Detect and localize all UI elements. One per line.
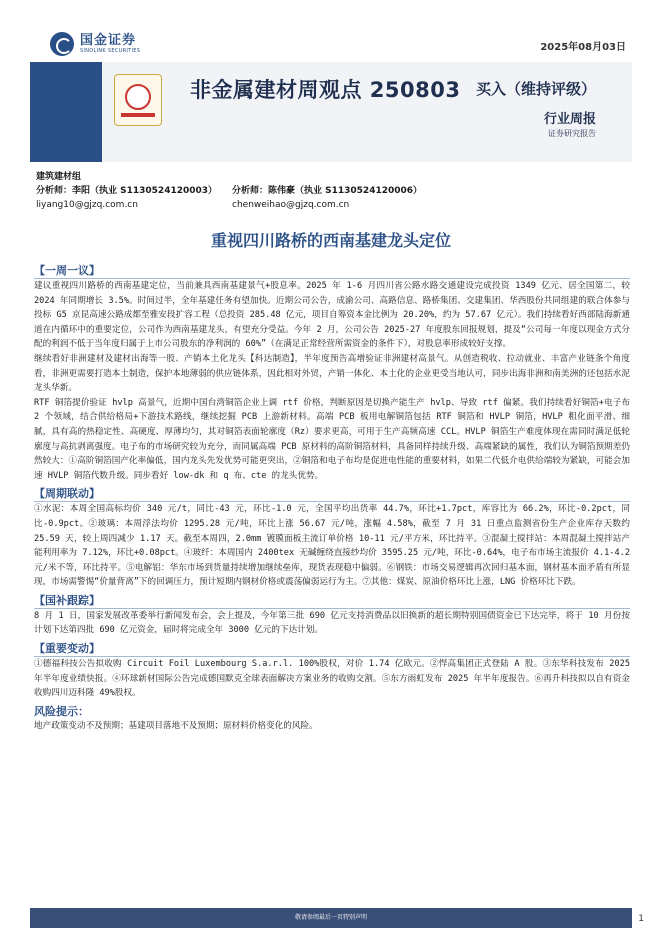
- report-type: 行业周报: [543, 112, 596, 127]
- logo-en: SINOLINK SECURITIES: [80, 47, 141, 54]
- analyst-row: [36, 184, 632, 212]
- industry-group: 建筑建材组: [36, 172, 82, 182]
- paragraph: ①水泥：本周全国高标均价 340 元/t，同比-43 元，环比-1.0 元，全国平均出货率 44.7%，环比+1.7pct，库容比为 66.2%，环比-0.2pct，同比-0.9pct。②玻璃：本周浮法均价 1295.28 元/吨，环比上涨 56.67 元/吨，涨幅 4.58%，截至 7 月 31 日重点监测省份生产企业库存天数约 25.59 天，较上周四减少 1.17 天。截至本周四，2.0mm 镀膜面板主流订单价格 10-11 元/平方米，环比持平。③混凝土搅拌站：本周混凝土搅拌站产能利用率为 7.12%，环比+0.08pct。④玻纤：本周国内 2400tex 无碱缠绕直接纱均价 3595.25 元/吨，环比-0.64%，电子布市场主流报价 4.1-4.2 元/米不等，环比持平。⑤电解铝：华东市场到货量持续增加继续垒库，现货表现稳中偏弱。⑥钢铁：市场交易逻辑再次回归基本面，钢材基本面矛盾有所显现，市场需警惕“价量背离”下的回调压力，预计短期内钢材价格或震荡偏弱运行为主。⑦其他：煤炭、原油价格环比上涨，LNG 价格环比下跌。: [34, 504, 630, 588]
- logo-cn: 国金证券: [80, 32, 137, 48]
- analyst-2-label: 分析师：陈伟豪（执业 S1130524120006）: [232, 186, 423, 196]
- badge-ribbon-icon: [121, 113, 155, 117]
- title-banner: [30, 62, 632, 162]
- report-body: [34, 260, 630, 733]
- paragraph: RTF 铜箔提价验证 hvlp 高景气，近期中国台湾铜箔企业上调 rtf 价格，判断原因是切换产能生产 hvlp、导致 rtf 偏紧。我们持续看好铜箔+电子布 2 个领域，结合供给格局+下游技术路线，继续挖掘 PCB 上游新材料。高端 PCB 板用电解铜箔包括 RTF 铜箔和 HVLP 铜箔，HVLP 粗化面平滑、细腻，具有高的热稳定性、高硬度、厚薄均匀，其对铜箔表面轮廓度（Rz）要求更高，可用于生产高频高速 CCL。HVLP 铜箔生产难度体现在需同时满足低轮廓度与高抗剥离强度。电子布的市场研究较为充分，而同属高端 PCB 原材料的高阶铜箔材料，具备同样持续升级、高端紧缺的属性，我们认为铜箔预期差仍然较大：①高阶铜箔国产化率偏低，国内龙头先发优势可能更突出，②铜箔和电子布均是促进电性能的重要材料，如果二代低介电供给端较为紧缺，可能会加速 HVLP 铜箔代数升级。同步看好 low-dk 和 q 布、cte 的龙头优势。: [34, 397, 630, 481]
- paragraph: 建议重视四川路桥的西南基建定位，当前兼具西南基建景气+股息率。2025 年 1-6 月四川省公路水路交通建设完成投资 1349 亿元、居全国第二，较 2024 年同期增长 3.5%。时间过半，全年基建任务有望加快。近期公司公告，成渝公司、高路信息、路桥集团、交建集团、华西股份共同组建的联合体参与投标 G5 京昆高速公路成都至雅安段扩容工程（总投资 285.48 亿元，项目自筹资本金比例为 20.20%，约为 57.67 亿元）。我们持续看好西部陆海新通道在内循环中的重要定位，公司作为西南基建龙头，有望充分受益。今年 2 月，公司公告 2025-27 年度股东回报规划，提及“公司每一年度以现金方式分配的利润不低于当年度归属于上市公司股东的净利润的 60%”（在满足正常经营所需资金的条件下），对股息率形成较好支撑。: [34, 281, 630, 350]
- banner-stripe: [30, 62, 102, 162]
- report-date: 2025年08月03日: [540, 42, 626, 53]
- section-head-weekly: 【一周一议】: [34, 263, 630, 279]
- company-logo: [50, 32, 140, 56]
- page-number: 1: [638, 914, 644, 924]
- section-head-changes: 【重要变动】: [34, 641, 630, 657]
- analyst-1-label: 分析师：李阳（执业 S1130524120003）: [36, 186, 218, 196]
- paragraph: 地产政策变动不及预期；基建项目落地不及预期；原材料价格变化的风险。: [34, 720, 318, 731]
- analyst-2-email[interactable]: chenweihao@gjzq.com.cn: [232, 200, 350, 210]
- analyst-2: [232, 184, 492, 212]
- paragraph: 8 月 1 日，国家发展改革委举行新闻发布会，会上提及，今年第三批 690 亿元支持消费品以旧换新的超长期特别国债资金已下达完毕，将于 10 月份按计划下达第四批 690 亿元资金，届时将完成全年 3000 亿元的下达计划。: [34, 610, 630, 636]
- header-top: [30, 26, 632, 62]
- report-title: 非金属建材周观点 250803: [190, 78, 461, 102]
- report-subtype: 证券研究报告: [548, 129, 596, 138]
- analyst-block: [36, 170, 632, 212]
- badge-seal-icon: [125, 84, 151, 110]
- section-head-cycle: 【周期联动】: [34, 486, 630, 502]
- paragraph: ①德福科技公告拟收购 Circuit Foil Luxembourg S.a.r.l. 100%股权，对价 1.74 亿欧元。②悍高集团正式登陆 A 股。③东华科技发布 2025 年半年度业绩快报。④环球新材国际公告完成德国默克全球表面解决方案业务的收购交割。⑤东方雨虹发布 2025 年半年度报告。⑥再升科技拟以自有资金收购四川迈科隆 49%股权。: [34, 659, 630, 699]
- analyst-1-email[interactable]: liyang10@gjzq.com.cn: [36, 200, 138, 210]
- rating: 买入（维持评级）: [475, 80, 596, 98]
- award-badge-icon: [114, 74, 162, 126]
- section-head-risk: 风险提示：: [34, 704, 89, 718]
- analyst-1: [36, 184, 232, 212]
- section-head-subsidy: 【国补跟踪】: [34, 593, 630, 609]
- paragraph: 继续看好非洲建材及建材出海等一股、产销本土化龙头【科达制造】，半年度预告高增验证非洲建材高景气。从创造税收、拉动就业、丰富产业链条个角度看，非洲更需要打造本土制造，保护本地薄弱的供应链体系，因此相对外贸，产销一体化、本土化的企业更受当地认可，同步出海非洲和南美洲的还包括水泥龙头华新。: [34, 353, 630, 394]
- logo-icon: [50, 32, 74, 56]
- document-title: 重视四川路桥的西南基建龙头定位: [210, 231, 451, 250]
- footer-disclaimer: 敬请参阅最后一页特别声明: [30, 908, 632, 928]
